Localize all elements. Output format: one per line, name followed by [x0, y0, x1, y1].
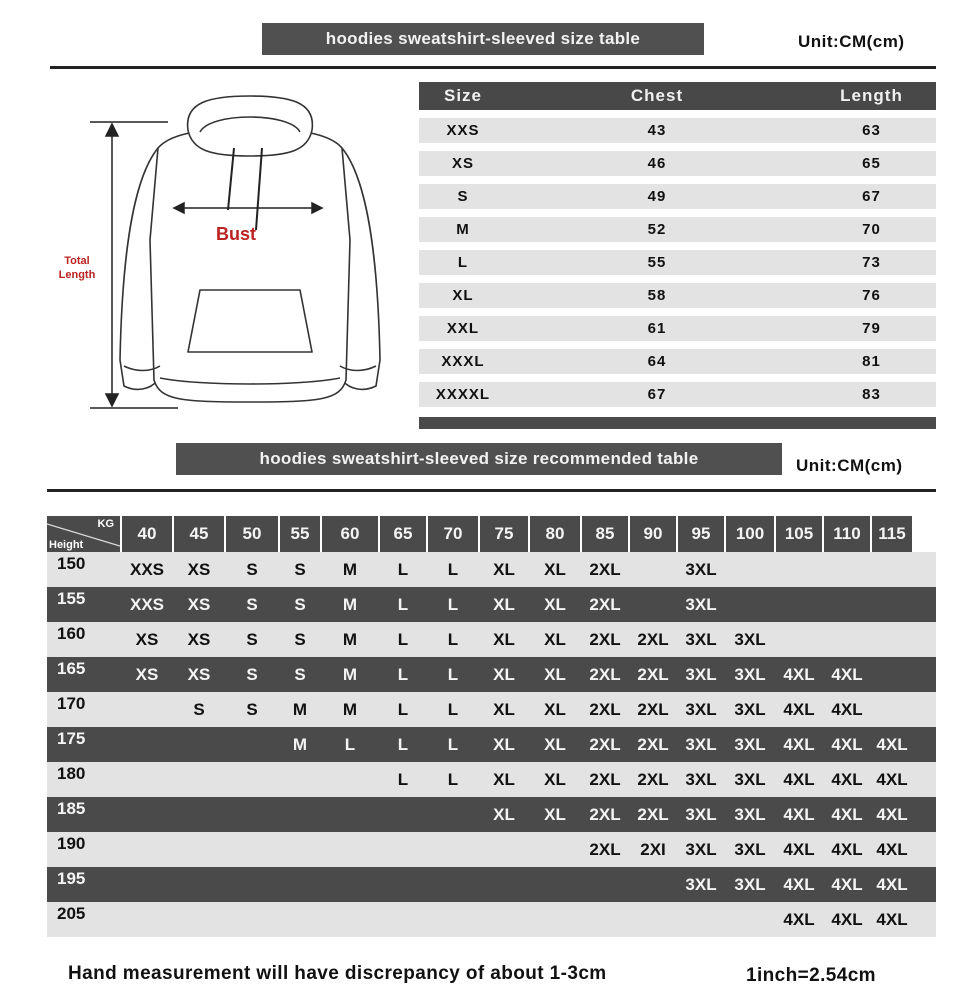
recommended-row — [47, 587, 936, 622]
size-recommendation-cell: 3XL — [734, 874, 766, 894]
height-cell: 195 — [57, 869, 86, 888]
size-recommendation-cell: 4XL — [783, 769, 815, 789]
size-recommendation-cell: 4XL — [831, 664, 863, 684]
size-recommendation-cell: 4XL — [831, 839, 863, 859]
length-cell: 70 — [862, 221, 881, 238]
size-recommendation-cell: 4XL — [876, 909, 908, 929]
size-recommendation-cell: 2XL — [589, 804, 621, 824]
recommended-table — [47, 516, 936, 937]
size-recommendation-cell: 4XL — [831, 734, 863, 754]
top-divider — [50, 66, 936, 69]
chest-cell: 61 — [647, 320, 667, 337]
size-table-footer-bar — [419, 417, 936, 429]
size-table-row — [419, 151, 936, 176]
length-cell: 79 — [862, 320, 881, 337]
size-recommendation-cell: M — [292, 699, 308, 719]
size-recommendation-cell: M — [342, 629, 358, 649]
size-recommendation-cell: XS — [187, 559, 211, 579]
chest-cell: 58 — [647, 287, 667, 304]
size-table-row — [419, 382, 936, 407]
height-cell: 190 — [57, 834, 86, 853]
size-recommendation-cell: XL — [544, 594, 566, 614]
size-recommendation-cell: L — [447, 559, 459, 579]
recommended-row — [47, 867, 936, 902]
length-cell: 76 — [862, 287, 881, 304]
length-cell: 65 — [862, 155, 881, 172]
size-table-title: hoodies sweatshirt-sleeved size table — [262, 23, 704, 55]
size-recommendation-cell: XL — [544, 769, 566, 789]
size-recommendation-cell: XL — [493, 699, 515, 719]
size-recommendation-cell: XS — [135, 664, 159, 684]
measurement-footnote: Hand measurement will have discrepancy of about 1-3cm — [68, 963, 607, 984]
size-recommendation-cell: XL — [544, 734, 566, 754]
size-table-row — [419, 349, 936, 374]
size-recommendation-cell: M — [292, 734, 308, 754]
size-recommendation-cell: L — [397, 699, 409, 719]
size-cell: M — [456, 221, 470, 238]
size-recommendation-cell: S — [193, 699, 205, 719]
size-recommendation-cell: 3XL — [734, 839, 766, 859]
size-recommendation-cell: 2XL — [637, 699, 669, 719]
size-cell: XXL — [446, 320, 480, 337]
size-recommendation-cell: 4XL — [831, 699, 863, 719]
size-recommendation-cell: 2XL — [589, 629, 621, 649]
height-cell: 175 — [57, 729, 86, 748]
size-recommendation-cell: 2XI — [640, 839, 666, 859]
size-table-row — [419, 316, 936, 341]
chest-cell: 64 — [647, 353, 667, 370]
size-recommendation-cell: 4XL — [876, 874, 908, 894]
size-recommendation-cell: 4XL — [876, 734, 908, 754]
kg-header-cell: 55 — [280, 516, 320, 552]
size-cell: XXS — [446, 122, 480, 139]
size-recommendation-cell: 4XL — [783, 909, 815, 929]
recommended-table-body — [47, 552, 936, 937]
size-recommendation-cell: L — [447, 664, 459, 684]
size-recommendation-cell: 4XL — [831, 909, 863, 929]
size-recommendation-cell: XL — [493, 629, 515, 649]
size-recommendation-cell: S — [294, 594, 306, 614]
middle-divider — [47, 489, 936, 492]
kg-header-row — [47, 516, 936, 552]
size-cell: XS — [451, 155, 474, 172]
recommended-row — [47, 552, 936, 587]
size-recommendation-cell: 4XL — [783, 699, 815, 719]
size-recommendation-cell: 3XL — [685, 734, 717, 754]
kg-header-cell: 80 — [530, 516, 580, 552]
bust-label: Bust — [216, 224, 256, 244]
size-recommendation-cell: 2XL — [637, 664, 669, 684]
header-length: Length — [840, 86, 903, 105]
size-recommendation-cell: M — [342, 594, 358, 614]
size-recommendation-cell: 4XL — [876, 804, 908, 824]
size-recommendation-cell: M — [342, 559, 358, 579]
size-recommendation-cell: 4XL — [831, 874, 863, 894]
size-recommendation-cell: 3XL — [685, 699, 717, 719]
kg-header-cell: 70 — [428, 516, 478, 552]
kg-header-cell: 60 — [322, 516, 378, 552]
size-recommendation-cell: 3XL — [685, 769, 717, 789]
recommended-row — [47, 797, 936, 832]
size-recommendation-cell: XL — [544, 664, 566, 684]
size-recommendation-cell: XS — [135, 629, 159, 649]
size-recommendation-cell: 3XL — [685, 594, 717, 614]
size-recommendation-cell: 4XL — [831, 769, 863, 789]
size-recommendation-cell: 3XL — [734, 769, 766, 789]
size-recommendation-cell: 2XL — [589, 594, 621, 614]
size-table-header — [419, 82, 936, 110]
size-recommendation-cell: L — [397, 559, 409, 579]
size-recommendation-cell: XL — [493, 804, 515, 824]
size-recommendation-cell: L — [397, 629, 409, 649]
size-recommendation-cell: M — [342, 664, 358, 684]
size-recommendation-cell: 2XL — [589, 559, 621, 579]
kg-header-cell: 100 — [726, 516, 774, 552]
size-recommendation-cell: 2XL — [589, 839, 621, 859]
size-table-row — [419, 250, 936, 275]
size-recommendation-cell: XXS — [129, 594, 165, 614]
size-recommendation-cell: 2XL — [637, 804, 669, 824]
height-cell: 180 — [57, 764, 86, 783]
size-recommendation-cell: 2XL — [637, 734, 669, 754]
size-recommendation-cell: S — [246, 559, 258, 579]
size-table-row — [419, 184, 936, 209]
length-cell: 63 — [862, 122, 881, 139]
size-recommendation-cell: 3XL — [685, 664, 717, 684]
kg-header-cell: 50 — [226, 516, 278, 552]
size-recommendation-cell: 4XL — [831, 804, 863, 824]
kg-header-cell: 110 — [824, 516, 870, 552]
size-recommendation-cell: 3XL — [685, 629, 717, 649]
corner-height-label: Height — [49, 539, 84, 551]
chest-cell: 43 — [647, 122, 667, 139]
recommended-row — [47, 762, 936, 797]
kg-header-cell: 65 — [380, 516, 426, 552]
size-recommendation-cell: 3XL — [685, 839, 717, 859]
size-recommendation-cell: 4XL — [783, 734, 815, 754]
size-recommendation-cell: S — [294, 664, 306, 684]
kg-header-cell: 75 — [480, 516, 528, 552]
size-recommendation-cell: 4XL — [783, 804, 815, 824]
size-recommendation-cell: L — [447, 734, 459, 754]
size-recommendation-cell: 3XL — [685, 559, 717, 579]
corner-cell — [47, 516, 120, 552]
height-cell: 155 — [57, 589, 86, 608]
length-cell: 73 — [862, 254, 881, 271]
size-recommendation-cell: L — [397, 734, 409, 754]
size-table-row — [419, 283, 936, 308]
size-recommendation-cell: 3XL — [734, 699, 766, 719]
size-recommendation-cell: 2XL — [637, 629, 669, 649]
size-recommendation-cell: 4XL — [783, 839, 815, 859]
recommended-row — [47, 832, 936, 867]
kg-header-cell: 85 — [582, 516, 628, 552]
chest-cell: 46 — [647, 155, 667, 172]
height-cell: 165 — [57, 659, 86, 678]
size-recommendation-cell: 4XL — [783, 664, 815, 684]
size-recommendation-cell: L — [447, 699, 459, 719]
size-recommendation-cell: M — [342, 699, 358, 719]
size-recommendation-cell: 3XL — [685, 804, 717, 824]
size-recommendation-cell: L — [397, 594, 409, 614]
recommended-row — [47, 622, 936, 657]
size-recommendation-cell: L — [447, 769, 459, 789]
size-recommendation-cell: 2XL — [589, 664, 621, 684]
size-recommendation-cell: 2XL — [589, 769, 621, 789]
kg-header-cell: 45 — [174, 516, 224, 552]
size-recommendation-cell: XS — [187, 664, 211, 684]
size-recommendation-cell: 2XL — [589, 699, 621, 719]
size-recommendation-cell: S — [294, 629, 306, 649]
size-recommendation-cell: S — [246, 699, 258, 719]
size-recommendation-cell: 4XL — [876, 839, 908, 859]
size-recommendation-cell: 4XL — [783, 874, 815, 894]
recommended-row — [47, 657, 936, 692]
header-chest: Chest — [630, 86, 684, 105]
recommended-table-title: hoodies sweatshirt-sleeved size recommended table — [176, 443, 782, 475]
chest-cell: 55 — [647, 254, 667, 271]
size-cell: L — [457, 254, 469, 271]
kg-header-cell: 90 — [630, 516, 676, 552]
size-table-row — [419, 118, 936, 143]
size-table — [419, 82, 936, 429]
recommended-row — [47, 727, 936, 762]
size-recommendation-cell: XL — [493, 664, 515, 684]
total-length-label: Total Length — [58, 255, 96, 281]
header-size: Size — [443, 86, 483, 105]
size-table-row — [419, 217, 936, 242]
length-cell: 67 — [862, 188, 881, 205]
length-cell: 81 — [862, 353, 881, 370]
size-recommendation-cell: S — [246, 594, 258, 614]
height-cell: 205 — [57, 904, 86, 923]
kg-header-cell: 40 — [122, 516, 172, 552]
size-recommendation-cell: XL — [493, 594, 515, 614]
size-recommendation-cell: XL — [544, 629, 566, 649]
size-recommendation-cell: L — [397, 664, 409, 684]
size-recommendation-cell: XL — [544, 804, 566, 824]
size-recommendation-cell: 2XL — [589, 734, 621, 754]
chest-cell: 49 — [647, 188, 667, 205]
size-recommendation-cell: 3XL — [734, 804, 766, 824]
size-table-body — [419, 118, 936, 407]
kg-header-cell: 95 — [678, 516, 724, 552]
recommended-row — [47, 692, 936, 727]
size-recommendation-cell: XS — [187, 629, 211, 649]
size-recommendation-cell: 2XL — [637, 769, 669, 789]
size-recommendation-cell: 3XL — [734, 664, 766, 684]
chest-cell: 52 — [647, 221, 667, 238]
size-recommendation-cell: 3XL — [685, 874, 717, 894]
height-cell: 185 — [57, 799, 86, 818]
corner-kg-label: KG — [97, 518, 114, 530]
height-cell: 160 — [57, 624, 86, 643]
inch-conversion: 1inch=2.54cm — [746, 965, 876, 986]
size-recommendation-cell: L — [397, 769, 409, 789]
size-recommendation-cell: L — [447, 594, 459, 614]
size-recommendation-cell: XL — [544, 699, 566, 719]
length-cell: 83 — [862, 386, 881, 403]
size-recommendation-cell: XL — [493, 769, 515, 789]
height-cell: 170 — [57, 694, 86, 713]
height-cell: 150 — [57, 554, 86, 573]
size-recommendation-cell: XS — [187, 594, 211, 614]
recommended-row — [47, 902, 936, 937]
size-recommendation-cell: XXS — [129, 559, 165, 579]
chest-cell: 67 — [647, 386, 667, 403]
size-cell: XXXL — [441, 353, 485, 370]
size-recommendation-cell: XL — [493, 734, 515, 754]
recommended-table-unit: Unit:CM(cm) — [796, 456, 903, 475]
kg-header-cell: 105 — [776, 516, 822, 552]
size-recommendation-cell: L — [344, 734, 356, 754]
size-cell: XXXXL — [435, 386, 491, 403]
size-table-unit: Unit:CM(cm) — [798, 32, 905, 51]
size-recommendation-cell: 3XL — [734, 629, 766, 649]
size-recommendation-cell: S — [246, 629, 258, 649]
size-recommendation-cell: XL — [493, 559, 515, 579]
size-recommendation-cell: 3XL — [734, 734, 766, 754]
size-recommendation-cell: S — [294, 559, 306, 579]
size-cell: XL — [452, 287, 474, 304]
size-cell: S — [457, 188, 469, 205]
size-recommendation-cell: XL — [544, 559, 566, 579]
size-recommendation-cell: 4XL — [876, 769, 908, 789]
kg-header-cell: 115 — [872, 516, 912, 552]
size-recommendation-cell: S — [246, 664, 258, 684]
size-recommendation-cell: L — [447, 629, 459, 649]
